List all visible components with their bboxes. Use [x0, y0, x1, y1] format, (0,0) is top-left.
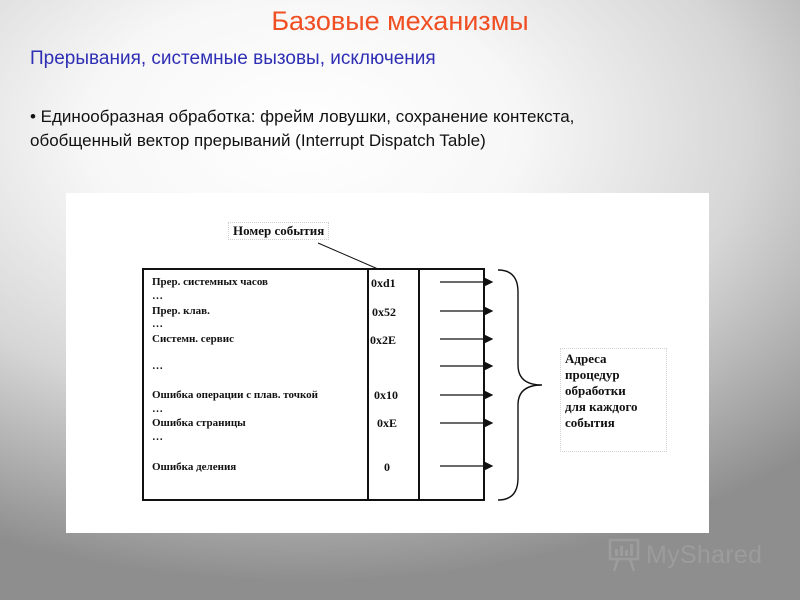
slide-title: Базовые механизмы — [271, 6, 529, 36]
table-row-code: 0xd1 — [371, 276, 396, 290]
myshared-logo — [608, 537, 762, 573]
presentation-board-icon — [608, 538, 640, 572]
handler-addresses-line: для каждого — [565, 399, 638, 414]
event-number-pointer — [318, 243, 378, 269]
handler-addresses-line: события — [565, 415, 615, 430]
bullet-line-1: • Единообразная обработка: фрейм ловушки, сохранение контекста, — [30, 107, 575, 126]
table-row-ellipsis: … — [152, 431, 163, 443]
event-number-label: Номер события — [228, 222, 329, 240]
table-row-name: Ошибка страницы — [152, 417, 246, 429]
handler-addresses-line: процедур — [565, 367, 620, 382]
table-row-ellipsis: … — [152, 360, 163, 372]
table-row-code: 0x52 — [372, 305, 396, 319]
table-row-name: Ошибка деления — [152, 461, 237, 473]
bullet-line-2: обобщенный вектор прерываний (Interrupt Dispatch Table) — [30, 131, 486, 150]
table-row-ellipsis: … — [152, 403, 163, 415]
slide-subtitle: Прерывания, системные вызовы, исключения — [30, 48, 436, 69]
table-row-code: 0 — [384, 460, 390, 474]
table-row-ellipsis: … — [152, 290, 163, 302]
handler-addresses-line: обработки — [565, 383, 626, 398]
curly-brace — [498, 270, 542, 500]
table-row-code: 0xE — [377, 416, 398, 430]
table-row-name: Прер. клав. — [152, 305, 210, 317]
table-row-name: Системн. сервис — [152, 333, 234, 345]
table-row-name: Прер. системных часов — [152, 276, 268, 288]
myshared-logo-text: MyShared — [646, 540, 763, 569]
table-row-code: 0x2E — [370, 333, 397, 347]
table-row-code: 0x10 — [374, 388, 398, 402]
table-row-name: Ошибка операции с плав. точкой — [152, 389, 318, 401]
table-row-ellipsis: … — [152, 318, 163, 330]
handler-addresses-line: Адреса — [565, 351, 607, 366]
